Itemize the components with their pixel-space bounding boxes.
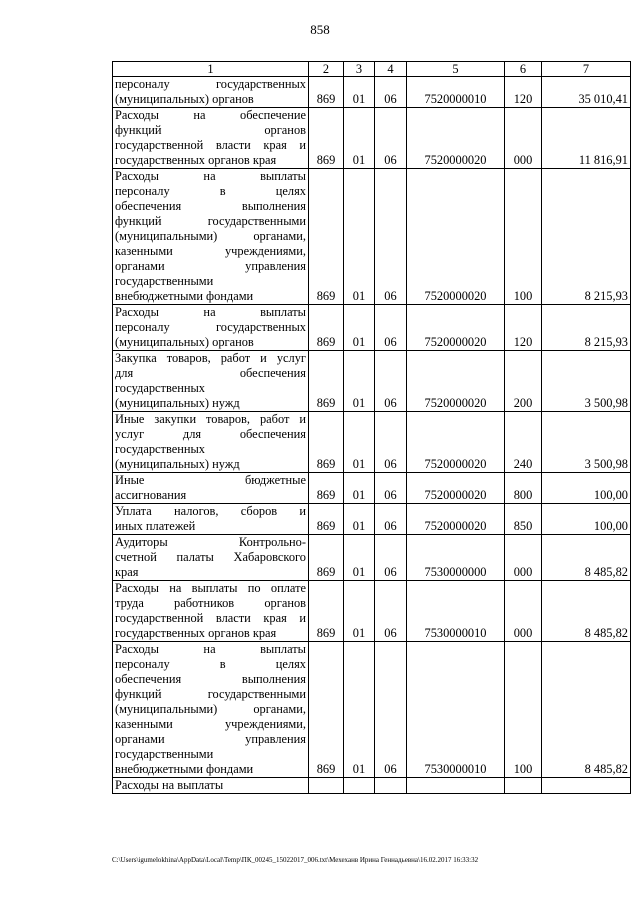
expense-type-code [505,778,542,794]
target-article-code: 7520000020 [407,412,505,473]
subsection-code [375,778,407,794]
ministry-code: 869 [309,581,344,642]
section-code [344,778,375,794]
section-code: 01 [344,108,375,169]
expense-name-line: (муниципальных) нужд [115,396,240,410]
ministry-code [309,778,344,794]
header-cell: 2 [309,62,344,77]
table-row [113,535,631,581]
amount: 100,00 [542,504,631,535]
table-row [113,473,631,504]
expense-name-line: Расходы на выплаты [115,642,306,656]
expense-type-code: 120 [505,77,542,108]
header-cell: 5 [407,62,505,77]
amount: 35 010,41 [542,77,631,108]
expense-name-line: (муниципальных) органов [115,92,254,106]
target-article-code: 7530000010 [407,642,505,778]
expense-name-line: функций государственными [115,214,306,228]
header-row [113,62,631,77]
section-code: 01 [344,305,375,351]
table-row [113,642,631,778]
expense-name-line: органами управления [115,732,306,746]
subsection-code: 06 [375,535,407,581]
ministry-code: 869 [309,108,344,169]
subsection-code: 06 [375,412,407,473]
subsection-code: 06 [375,108,407,169]
section-code: 01 [344,504,375,535]
expense-name-line: услуг для обеспечения [115,427,306,441]
amount: 8 485,82 [542,535,631,581]
subsection-code: 06 [375,581,407,642]
expense-name-line: (муниципальными) органами, [115,229,306,243]
expense-name-line: Расходы на выплаты [115,778,224,792]
expense-name [113,351,309,412]
expense-name [113,642,309,778]
target-article-code: 7520000020 [407,169,505,305]
table-row [113,504,631,535]
expense-name [113,108,309,169]
expense-type-code: 800 [505,473,542,504]
amount: 3 500,98 [542,412,631,473]
expense-name-line: Аудиторы Контрольно- [115,535,306,549]
expense-name-line: края [115,565,139,579]
expense-type-code: 240 [505,412,542,473]
expense-name-line: государственных органов края [115,153,277,167]
target-article-code: 7520000020 [407,351,505,412]
section-code: 01 [344,473,375,504]
expense-name-line: (муниципальных) нужд [115,457,240,471]
expense-name-line: Расходы на обеспечение [115,108,306,122]
expense-name-line: государственных [115,381,206,395]
section-code: 01 [344,169,375,305]
ministry-code: 869 [309,642,344,778]
amount: 8 215,93 [542,305,631,351]
table-row [113,108,631,169]
expense-name-line: Расходы на выплаты [115,169,306,183]
expense-type-code: 850 [505,504,542,535]
table-row [113,412,631,473]
target-article-code: 7520000020 [407,473,505,504]
expense-name-line: иных платежей [115,519,196,533]
table-row [113,77,631,108]
expense-type-code: 000 [505,108,542,169]
section-code: 01 [344,351,375,412]
expense-name-line: персоналу государственных [115,320,306,334]
ministry-code: 869 [309,169,344,305]
expense-name-line: казенными учреждениями, [115,244,306,258]
expense-name [113,412,309,473]
expense-name [113,504,309,535]
subsection-code: 06 [375,504,407,535]
expense-name [113,535,309,581]
header-cell: 3 [344,62,375,77]
expense-name-line: органами управления [115,259,306,273]
subsection-code: 06 [375,305,407,351]
expense-type-code: 000 [505,581,542,642]
target-article-code: 7520000020 [407,504,505,535]
expense-name-line: Уплата налогов, сборов и [115,504,306,518]
expense-name [113,473,309,504]
amount: 100,00 [542,473,631,504]
expense-type-code: 100 [505,642,542,778]
expense-name-line: государственной власти края и [115,611,306,625]
ministry-code: 869 [309,77,344,108]
expense-name-line: Расходы на выплаты по оплате [115,581,306,595]
subsection-code: 06 [375,77,407,108]
expense-name [113,305,309,351]
table-row [113,351,631,412]
amount: 8 485,82 [542,642,631,778]
file-path-footer: C:\Users\igumelokhina\AppData\Local\Temp\ПК_00245_15022017_006.txt\Мехеханв Ирина Геннадьевна\16.02.2017 16:33:32 [112,856,479,864]
expense-name-line: труда работников органов [115,596,306,610]
subsection-code: 06 [375,642,407,778]
expense-name-line: (муниципальными) органами, [115,702,306,716]
expense-name-line: обеспечения выполнения [115,672,306,686]
header-cell: 6 [505,62,542,77]
header-cell: 4 [375,62,407,77]
target-article-code: 7520000020 [407,108,505,169]
budget-table [112,61,631,794]
expense-name-line: счетной палаты Хабаровского [115,550,306,564]
expense-type-code: 200 [505,351,542,412]
expense-name-line: Закупка товаров, работ и услуг [115,351,306,365]
table-row [113,169,631,305]
subsection-code: 06 [375,169,407,305]
expense-name-line: персоналу в целях [115,184,306,198]
ministry-code: 869 [309,412,344,473]
target-article-code: 7530000000 [407,535,505,581]
amount: 8 215,93 [542,169,631,305]
table-row [113,305,631,351]
amount: 8 485,82 [542,581,631,642]
table-row [113,581,631,642]
table-row [113,778,631,794]
expense-name-line: казенными учреждениями, [115,717,306,731]
expense-type-code: 000 [505,535,542,581]
expense-name-line: для обеспечения [115,366,306,380]
subsection-code: 06 [375,351,407,412]
expense-name-line: государственных [115,442,206,456]
amount [542,778,631,794]
expense-name-line: внебюджетными фондами [115,289,254,303]
expense-name-line: внебюджетными фондами [115,762,254,776]
subsection-code: 06 [375,473,407,504]
ministry-code: 869 [309,473,344,504]
header-cell: 7 [542,62,631,77]
expense-name-line: государственных органов края [115,626,277,640]
target-article-code: 7520000010 [407,77,505,108]
section-code: 01 [344,581,375,642]
ministry-code: 869 [309,504,344,535]
expense-name-line: ассигнования [115,488,187,502]
expense-name [113,169,309,305]
expense-name-line: персоналу в целях [115,657,306,671]
expense-name-line: государственными [115,274,214,288]
expense-name-line: персоналу государственных [115,77,306,91]
expense-name-line: Расходы на выплаты [115,305,306,319]
expense-type-code: 100 [505,169,542,305]
ministry-code: 869 [309,535,344,581]
expense-name-line: (муниципальных) органов [115,335,254,349]
expense-name [113,77,309,108]
ministry-code: 869 [309,351,344,412]
expense-type-code: 120 [505,305,542,351]
expense-name-line: функций органов [115,123,306,137]
target-article-code [407,778,505,794]
expense-name-line: государственной власти края и [115,138,306,152]
section-code: 01 [344,642,375,778]
header-cell: 1 [113,62,309,77]
page-number: 858 [310,22,330,37]
ministry-code: 869 [309,305,344,351]
expense-name [113,778,309,794]
section-code: 01 [344,412,375,473]
section-code: 01 [344,77,375,108]
target-article-code: 7520000020 [407,305,505,351]
section-code: 01 [344,535,375,581]
expense-name-line: Иные закупки товаров, работ и [115,412,306,426]
expense-name-line: Иные бюджетные [115,473,306,487]
target-article-code: 7530000010 [407,581,505,642]
expense-name-line: государственными [115,747,214,761]
amount: 11 816,91 [542,108,631,169]
expense-name-line: функций государственными [115,687,306,701]
expense-name-line: обеспечения выполнения [115,199,306,213]
expense-name [113,581,309,642]
amount: 3 500,98 [542,351,631,412]
